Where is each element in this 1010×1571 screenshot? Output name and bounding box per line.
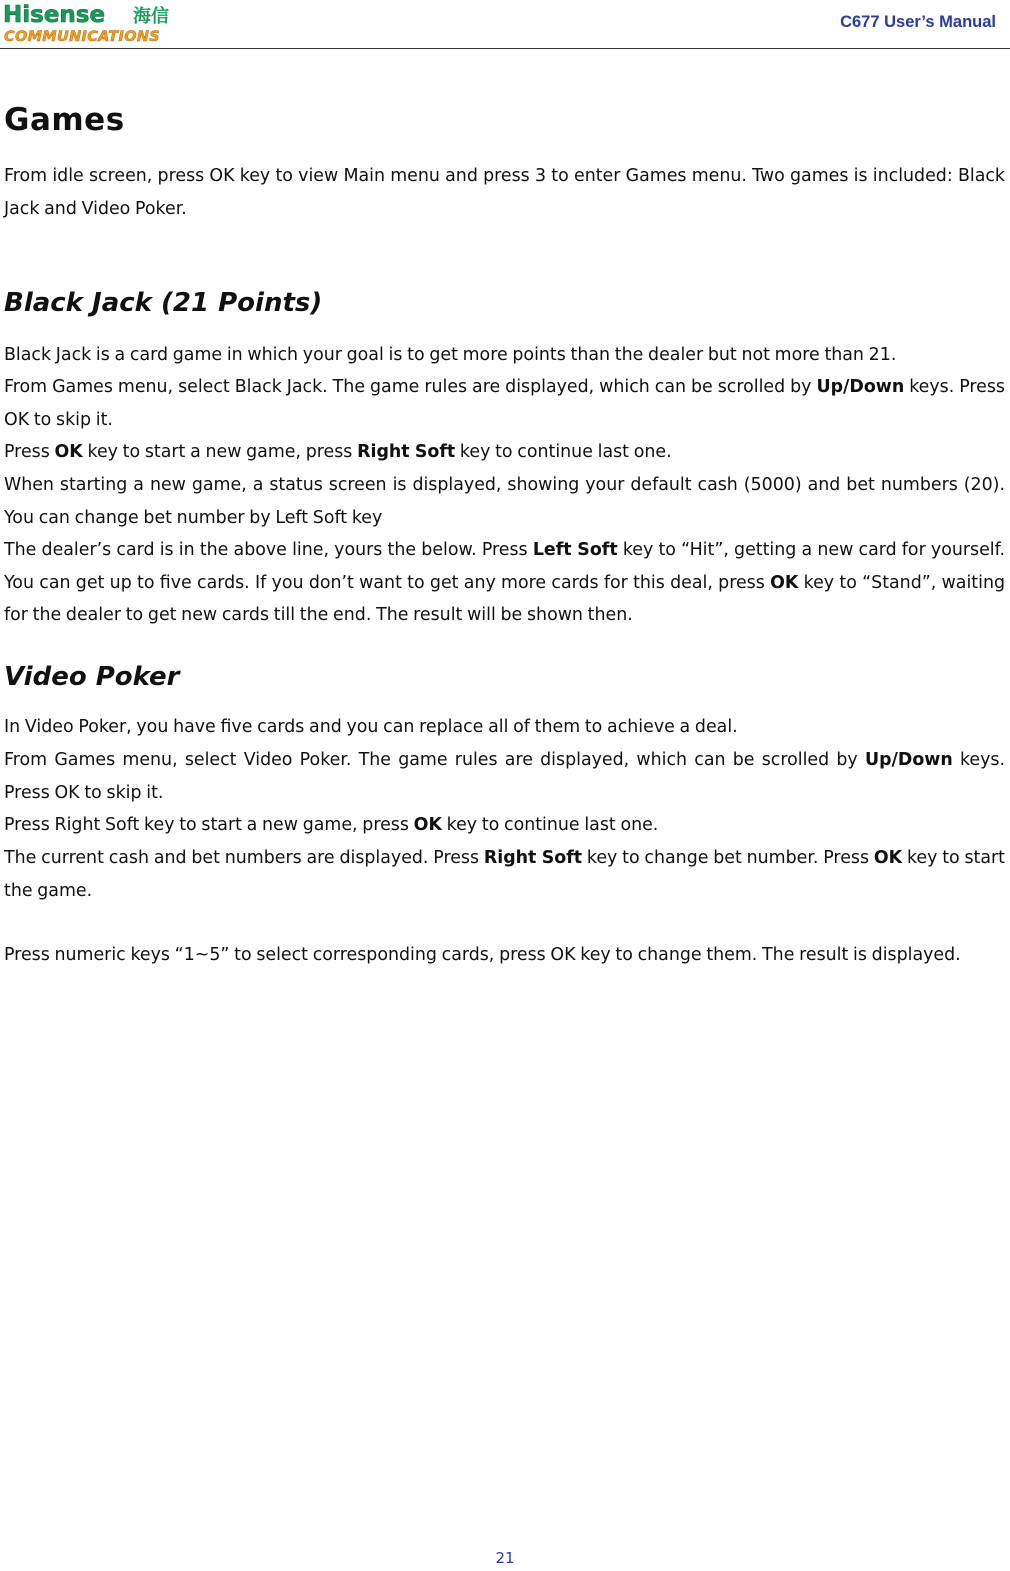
page-number: 21 — [495, 1549, 515, 1567]
key-name: Right Soft — [483, 848, 583, 868]
text-run: key to start the game. — [4, 848, 1005, 901]
text-run: key to change bet number. Press — [582, 848, 874, 868]
text-run: key to continue last one. — [441, 815, 659, 835]
header-divider — [0, 48, 1010, 49]
key-name: Up/Down — [816, 377, 905, 397]
text-run: The dealer’s card is in the above line, yours the below. Press — [4, 540, 533, 560]
key-name: OK — [54, 442, 83, 462]
hisense-logo — [2, 0, 194, 46]
blackjack-paragraph-4: When starting a new game, a status screen is displayed, showing your default cash (5000) and bet numbers (20). You can change bet number by Left Soft key — [4, 475, 1005, 528]
logo-cn-text: 海信 — [133, 6, 169, 27]
blackjack-heading: Black Jack (21 Points) — [4, 288, 323, 318]
blackjack-paragraph-1: Black Jack is a card game in which your goal is to get more points than the dealer but not more than 21. — [4, 345, 897, 365]
videopoker-paragraph-2 — [4, 744, 1005, 809]
videopoker-heading: Video Poker — [4, 662, 180, 692]
logo-sub-text: COMMUNICATIONS — [4, 29, 160, 45]
blackjack-paragraph-5 — [4, 534, 1005, 632]
text-run: keys. Press OK to skip it. — [4, 377, 1005, 430]
videopoker-paragraph-3 — [4, 809, 1005, 842]
text-run: key to “Hit”, getting a new card for yourself. You can get up to five cards. If you don’t want to get any more cards for this deal, press — [4, 540, 1005, 593]
key-name: Right Soft — [357, 442, 456, 462]
manual-title: C677 User’s Manual — [840, 13, 996, 31]
videopoker-paragraph-4 — [4, 842, 1005, 907]
page-header — [0, 0, 1010, 50]
text-run: key to “Stand”, waiting for the dealer to get new cards till the end. The result will be shown then. — [4, 572, 1005, 625]
blackjack-paragraph-3 — [4, 436, 1005, 469]
games-heading: Games — [4, 102, 125, 138]
key-name: OK — [873, 848, 903, 868]
blackjack-paragraph-2 — [4, 371, 1005, 436]
videopoker-paragraph-1: In Video Poker, you have five cards and you can replace all of them to achieve a deal. — [4, 717, 738, 737]
text-run: The current cash and bet numbers are displayed. Press — [4, 848, 484, 868]
text-run: key to start a new game, press — [82, 442, 358, 462]
text-run: From Games menu, select Video Poker. The game rules are displayed, which can be scrolled by — [4, 750, 865, 770]
text-run: Press — [4, 442, 55, 462]
text-run: From Games menu, select Black Jack. The game rules are displayed, which can be scrolled by — [4, 377, 817, 397]
key-name: Up/Down — [864, 750, 953, 770]
logo-text: Hisense — [3, 2, 106, 28]
text-run: key to continue last one. — [455, 442, 672, 462]
key-name: OK — [770, 572, 799, 593]
key-name: Left Soft — [532, 540, 618, 560]
games-intro: From idle screen, press OK key to view Main menu and press 3 to enter Games menu. Two games is included: Black Jack and Video Poker. — [4, 166, 1005, 219]
videopoker-paragraph-5: Press numeric keys “1~5” to select corresponding cards, press OK key to change them. The result is displayed. — [4, 945, 961, 965]
text-run: Press Right Soft key to start a new game, press — [4, 815, 414, 835]
key-name: OK — [413, 815, 442, 835]
text-run: keys. Press OK to skip it. — [4, 750, 1005, 803]
